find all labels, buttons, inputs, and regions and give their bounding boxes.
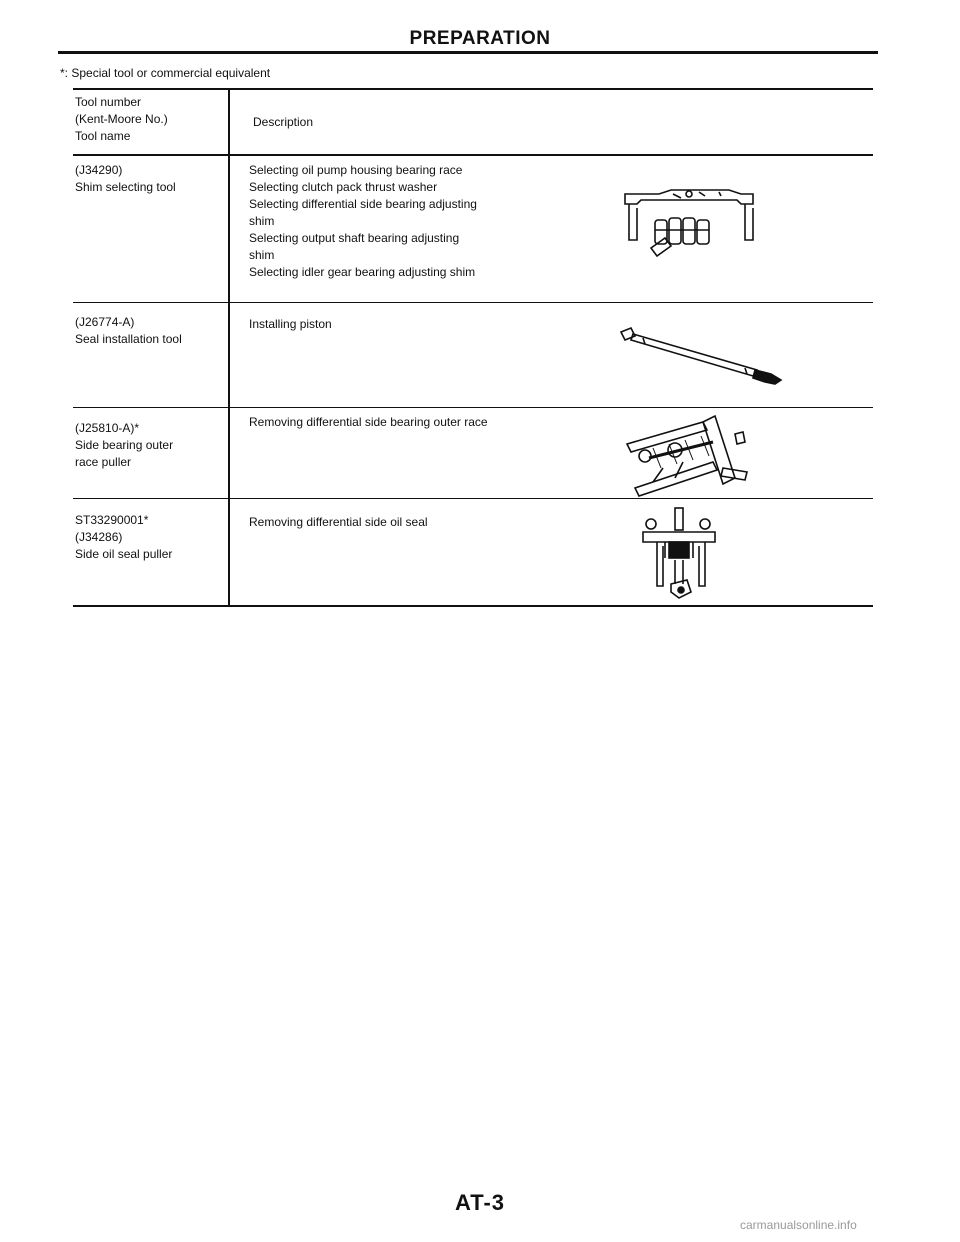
shim-selecting-tool-illustration [619, 184, 759, 270]
table-row-description: Selecting oil pump housing bearing race Selecting clutch pack thrust washer Selecting differential side bearing adjusting shim Selecting output shaft bearing adjusting shim Selecting idler gear bearing adjusting shim [249, 163, 477, 279]
header-tool-number: Tool number (Kent-Moore No.) Tool name [75, 95, 168, 143]
seal-installation-tool-illustration [617, 326, 787, 388]
table-row-description: Installing piston [249, 317, 332, 331]
watermark: carmanualsonline.info [740, 1218, 857, 1232]
table-row-tool-id: ST33290001* (J34286) Side oil seal puller [75, 513, 173, 561]
table-row-description: Removing differential side bearing outer race [249, 415, 488, 429]
title-rule [58, 51, 878, 54]
table-row-tool-id: (J26774-A) Seal installation tool [75, 315, 182, 346]
table-row-tool-id: (J34290) Shim selecting tool [75, 163, 176, 194]
row-divider [73, 407, 873, 408]
table-bottom-rule [73, 605, 873, 607]
special-tool-note: *: Special tool or commercial equivalent [60, 66, 271, 80]
oil-seal-puller-illustration [635, 506, 725, 606]
column-divider [228, 88, 230, 607]
tool-table [73, 88, 873, 607]
row-divider [73, 498, 873, 499]
table-row-description: Removing differential side oil seal [249, 515, 428, 529]
page-title: PREPARATION [409, 28, 551, 49]
row-divider [73, 302, 873, 303]
table-top-rule [73, 88, 873, 90]
table-row-tool-id: (J25810-A)* Side bearing outer race puller [75, 421, 174, 469]
header-description: Description [253, 115, 314, 129]
page-footer: AT-3 [454, 1190, 506, 1215]
header-bottom-rule [73, 154, 873, 156]
race-puller-illustration [623, 408, 753, 498]
